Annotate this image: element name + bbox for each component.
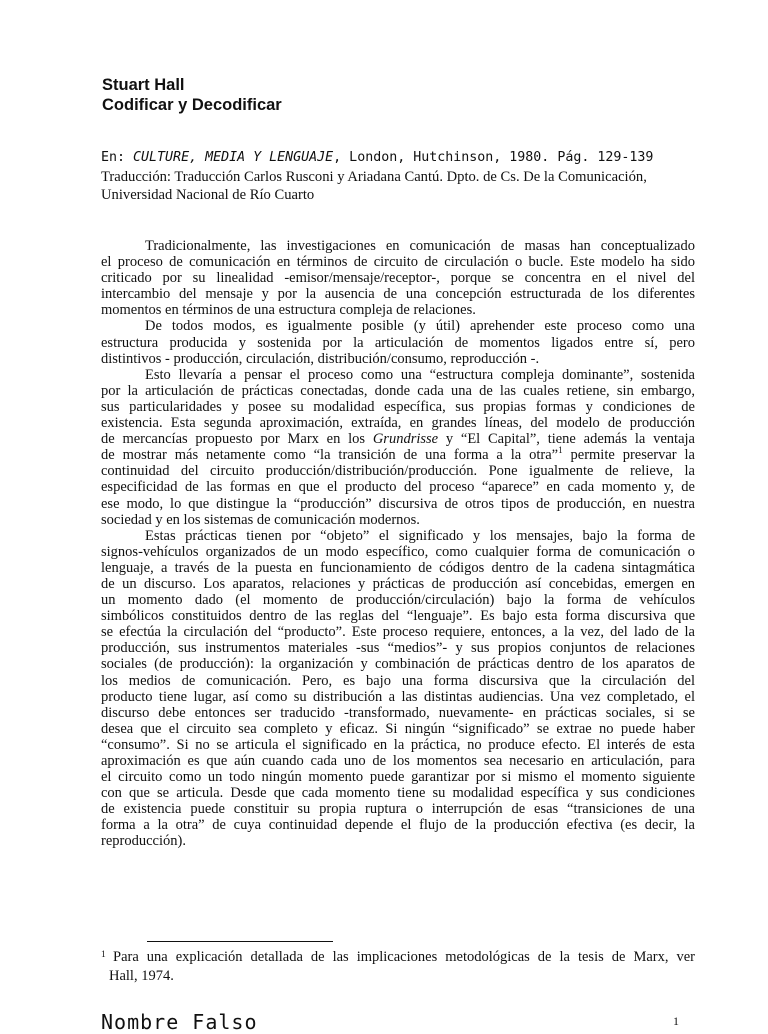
- paragraph-line: criticado por su linealidad -emisor/mensaje/receptor-, porque se concentra en el nivel del: [101, 270, 695, 287]
- footnote-marker: 1: [101, 950, 106, 960]
- paragraph-line: Estas prácticas tienen por “objeto” el significado y los mensajes, bajo la forma de: [145, 527, 695, 544]
- translation-line: Traducción: Traducción Carlos Rusconi y Ariadana Cantú. Dpto. de Cs. De la Comunicación,: [101, 169, 647, 185]
- paragraph-line: Esto llevaría a pensar el proceso como una “estructura compleja dominante”, sostenida: [145, 366, 695, 383]
- text-run: y “El Capital”, tiene además la ventaja: [438, 431, 695, 448]
- text-run: de mercancías propuesto por Marx en los: [101, 431, 373, 448]
- paragraph-line: con que se articula. Desde que cada momento tiene su modalidad específica y sus condiciones: [101, 785, 695, 802]
- paragraph-line: Tradicionalmente, las investigaciones en comunicación de masas han conceptualizado: [145, 238, 695, 254]
- paragraph-line: el proceso de comunicación en términos de circuito de circulación o bucle. Este modelo ha sido: [101, 254, 695, 271]
- paragraph-line: reproducción).: [101, 833, 186, 850]
- text-run: de mostrar más netamente como “la transición de una forma a la otra”: [101, 447, 559, 464]
- paragraph-line: especificidad de las formas en que el producto del proceso “aparece” en cada momento y, de: [101, 479, 695, 496]
- paragraph-line: discurso debe entonces ser traducido -transformado, nuevamente- en prácticas sociales, si se: [101, 704, 695, 721]
- paragraph-line: de existencia puede constituir su propia ruptura o interrupción de esas “transiciones de una: [101, 801, 695, 818]
- paragraph-line: sociedad y en los sistemas de comunicación modernos.: [101, 511, 420, 528]
- paragraph-line: existencia. Esta segunda aproximación, extraída, en grandes líneas, del modelo de producción: [101, 415, 695, 432]
- page-number: 1: [673, 1014, 679, 1028]
- paragraph-line: producción, sus instrumentos materiales -sus “medios”- y sus propios conjuntos de relaciones: [101, 640, 695, 657]
- paragraph-line: lenguaje, a través de la puesta en funcionamiento de códigos dentro de la cadena sintagmática: [101, 559, 695, 576]
- translation-credit: [101, 168, 695, 204]
- italic-term: Grundrisse: [372, 431, 439, 448]
- paragraph-line: forma a la otra” de cuya continuidad depende el flujo de la producción efectiva (es decir, la: [101, 817, 695, 834]
- footnote: [101, 948, 695, 986]
- paragraph-line: [101, 431, 695, 447]
- source-citation: [101, 149, 701, 167]
- paragraph-line: por la articulación de prácticas conectadas, donde cada una de las cuales retiene, sin embargo,: [101, 382, 695, 399]
- body-text: [101, 238, 695, 850]
- footnote-line: Para una explicación detallada de las implicaciones metodológicas de la tesis de Marx, ver: [113, 949, 695, 965]
- paragraph-line: estructura producida y sostenida por la articulación de momentos ligados entre sí, pero: [101, 334, 695, 351]
- paragraph-line: aproximación es que aún cuando cada uno de los momentos sea necesario en articulación, para: [101, 753, 695, 769]
- paragraph-line: intercambio del mensaje y por la ausencia de una concepción estructurada de los diferentes: [101, 286, 695, 303]
- footnote-line: Hall, 1974.: [109, 968, 174, 984]
- paragraph-line: los medios de comunicación. Pero, es bajo una forma discursiva que la circulación del: [101, 672, 695, 689]
- paragraph-line: se efectúa la circulación del “producto”. Este proceso requiere, entonces, a la vez, del lado de la: [101, 624, 695, 641]
- paragraph-line: De todos modos, es igualmente posible (y útil) aprehender este proceso como una: [145, 318, 695, 335]
- paragraph-line: momentos en términos de una estructura compleja de relaciones.: [101, 302, 476, 319]
- paragraph-line: [101, 447, 695, 463]
- paragraph-line: signos-vehículos organizados de un modo específico, como cualquier forma de comunicación o: [101, 543, 695, 560]
- text-run: permite preservar la: [562, 447, 695, 464]
- document-title: Codificar y Decodificar: [102, 96, 282, 114]
- footnote-reference[interactable]: 1: [558, 445, 563, 456]
- paragraph-line: distintivos - producción, circulación, distribución/consumo, reproducción -.: [101, 350, 540, 367]
- paragraph-line: desea que el circuito sea completo y eficaz. Si ningún “significado” se extrae no puede haber: [101, 720, 695, 737]
- paragraph-line: sociales (de producción): la organización y combinación de prácticas dentro de los aparatos de: [101, 656, 695, 673]
- paragraph-line: “consumo”. Si no se articula el significado en la práctica, no produce efecto. El interés de esta: [101, 736, 695, 753]
- paragraph-line: sus particularidades y posee su modalidad específica, sus propias formas y condiciones de: [101, 398, 695, 415]
- paragraph-line: de un discurso. Los aparatos, relaciones y prácticas de producción así concebidas, emergen en: [101, 575, 695, 592]
- paragraph-line: el circuito como un todo ningún momento puede garantizar por si mismo el momento siguiente: [101, 769, 695, 786]
- paragraph-line: simbólicos constituidos dentro de las reglas del “lenguaje”. Es bajo esta forma discursiva que: [101, 608, 695, 625]
- translation-line: Universidad Nacional de Río Cuarto: [101, 187, 315, 203]
- author-name: Stuart Hall: [102, 76, 185, 94]
- source-prefix: En:: [101, 150, 134, 165]
- footer-label: Nombre Falso: [101, 1010, 258, 1034]
- source-work-title: CULTURE, MEDIA Y LENGUAJE: [133, 150, 334, 165]
- paragraph-line: ese modo, lo que distingue la “producción” discursiva de otros tipos de producción, en nuestra: [101, 495, 695, 512]
- footnote-divider: [147, 941, 333, 942]
- paragraph-line: producto tiene lugar, así como su distribución a las distintas audiencias. Una vez completado, el: [101, 688, 695, 705]
- paragraph-line: continuidad del circuito producción/distribución/producción. Pone igualmente de relieve, la: [101, 463, 695, 480]
- paragraph-line: un momento dado (el momento de producción/circulación) bajo la forma de vehículos: [101, 592, 695, 609]
- source-publication: , London, Hutchinson, 1980. Pág. 129-139: [333, 150, 654, 165]
